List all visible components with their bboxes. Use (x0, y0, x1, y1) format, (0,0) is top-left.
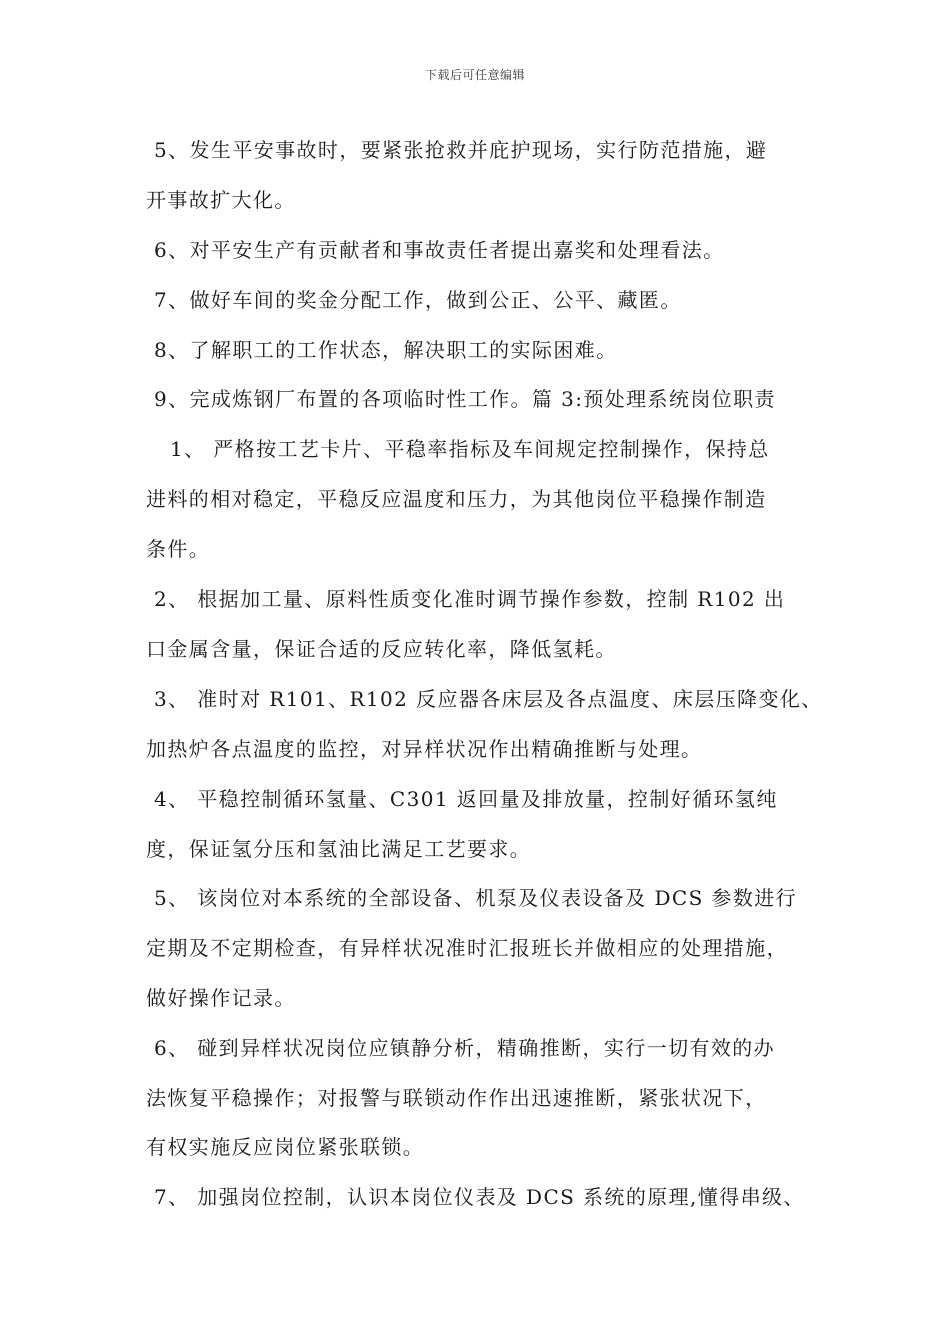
text-line: 7、做好车间的奖金分配工作，做到公正、公平、藏匿。 (154, 288, 682, 312)
text-line: 法恢复平稳操作；对报警与联锁动作作出迅速推断，紧张状况下， (146, 1086, 767, 1110)
text-line: 做好操作记录。 (146, 986, 296, 1010)
text-line: 7、 加强岗位控制，认识本岗位仪表及 DCS 系统的原理,懂得串级、 (154, 1185, 805, 1209)
text-line: 度，保证氢分压和氢油比满足工艺要求。 (146, 837, 532, 861)
text-line: 8、了解职工的工作状态，解决职工的实际困难。 (154, 338, 618, 362)
text-line: 1、 严格按工艺卡片、平稳率指标及车间规定控制操作，保持总 (170, 437, 770, 461)
text-line: 3、 准时对 R101、R102 反应器各床层及各点温度、床层压降变化、 (154, 687, 823, 711)
text-line: 定期及不定期检查，有异样状况准时汇报班长并做相应的处理措施， (146, 936, 788, 960)
text-line: 6、对平安生产有贡献者和事故责任者提出嘉奖和处理看法。 (154, 238, 725, 262)
text-line: 4、 平稳控制循环氢量、C301 返回量及排放量，控制好循环氢纯 (154, 787, 778, 811)
text-line: 口金属含量，保证合适的反应转化率，降低氢耗。 (146, 637, 617, 661)
text-line: 5、发生平安事故时，要紧张抢救并庇护现场，实行防范措施，避 (154, 138, 768, 162)
page-header: 下载后可任意编辑 (424, 68, 525, 82)
text-line: 2、 根据加工量、原料性质变化准时调节操作参数，控制 R102 出 (154, 587, 786, 611)
text-line: 进料的相对稳定，平稳反应温度和压力，为其他岗位平稳操作制造 (146, 487, 767, 511)
text-line: 开事故扩大化。 (146, 188, 296, 212)
text-line: 有权实施反应岗位紧张联锁。 (146, 1135, 425, 1159)
text-line: 6、 碰到异样状况岗位应镇静分析，精确推断，实行一切有效的办 (154, 1036, 776, 1060)
text-line: 加热炉各点温度的监控，对异样状况作出精确推断与处理。 (146, 737, 703, 761)
text-line: 条件。 (146, 537, 211, 561)
text-line: 5、 该岗位对本系统的全部设备、机泵及仪表设备及 DCS 参数进行 (154, 886, 798, 910)
text-line: 9、完成炼钢厂布置的各项临时性工作。篇 3:预处理系统岗位职责 (154, 387, 776, 411)
